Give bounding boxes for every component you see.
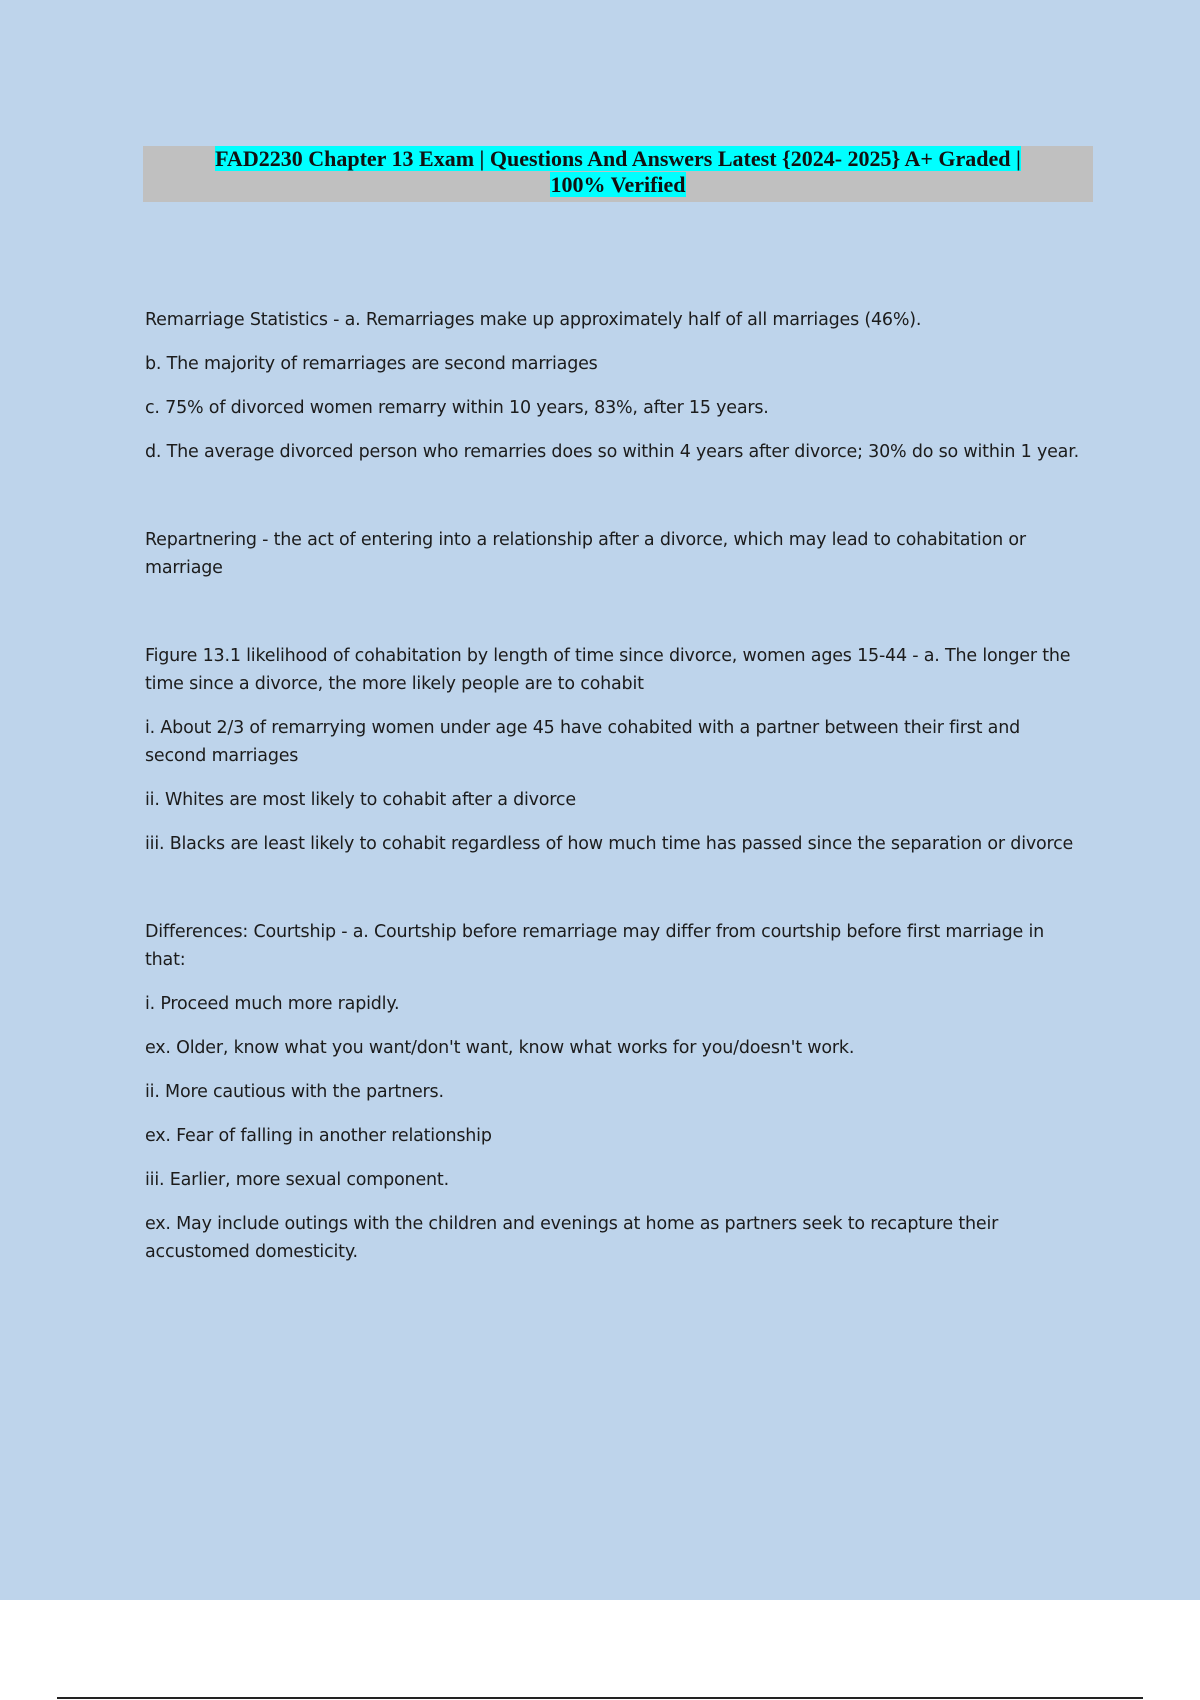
footer-divider [57,1697,1143,1699]
document-title [143,146,1093,202]
paragraph-figure-13-1: Figure 13.1 likelihood of cohabitation by length of time since divorce, women ages 15-44 - a. The longer the time since a divorce, the more likely people are to cohabit [145,646,1071,694]
paragraph: i. About 2/3 of remarrying women under age 45 have cohabited with a partner between their first and second marriages [145,718,1021,766]
paragraph-repartnering: Repartnering - the act of entering into a relationship after a divorce, which may lead to cohabitation or marriage [145,530,1026,578]
paragraph-remarriage-statistics: Remarriage Statistics - a. Remarriages make up approximately half of all marriages (46%). [145,310,922,330]
title-line-2: 100% Verified [550,172,686,197]
paragraph: c. 75% of divorced women remarry within 10 years, 83%, after 15 years. [145,398,769,418]
document-body [145,306,1085,1282]
paragraph: d. The average divorced person who remarries does so within 4 years after divorce; 30% do so within 1 year. [145,442,1079,462]
paragraph: ex. Fear of falling in another relationship [145,1126,492,1146]
paragraph-differences-courtship: Differences: Courtship - a. Courtship before remarriage may differ from courtship before first marriage in that: [145,922,1045,970]
paragraph: i. Proceed much more rapidly. [145,994,400,1014]
paragraph: ex. May include outings with the children and evenings at home as partners seek to recapture their accustomed domesticity. [145,1214,999,1262]
paragraph: iii. Blacks are least likely to cohabit regardless of how much time has passed since the separation or divorce [145,834,1074,854]
paragraph: ii. More cautious with the partners. [145,1082,444,1102]
paragraph: iii. Earlier, more sexual component. [145,1170,449,1190]
title-line-1: FAD2230 Chapter 13 Exam | Questions And Answers Latest {2024- 2025} A+ Graded | [215,146,1021,171]
paragraph: b. The majority of remarriages are second marriages [145,354,598,374]
paragraph: ii. Whites are most likely to cohabit after a divorce [145,790,576,810]
paragraph: ex. Older, know what you want/don't want, know what works for you/doesn't work. [145,1038,855,1058]
